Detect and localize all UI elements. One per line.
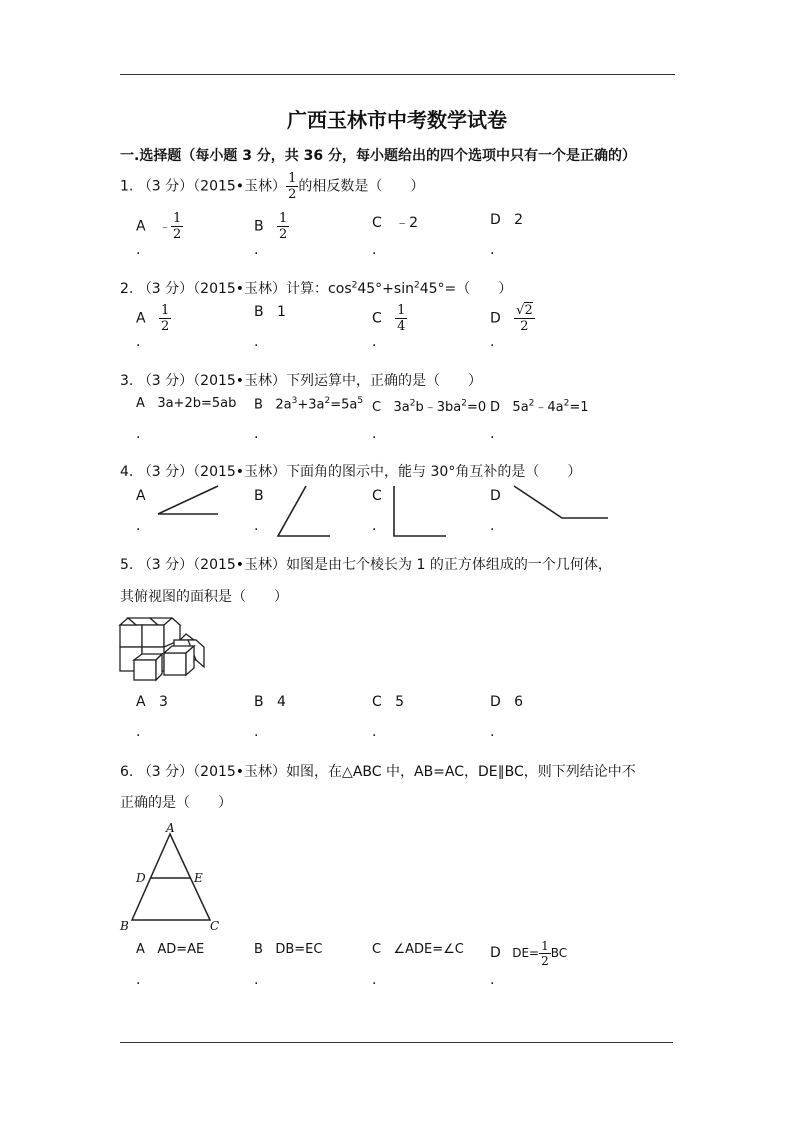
question-number: 6. (120, 764, 134, 780)
option-text: 3a (393, 400, 410, 415)
question-2 (120, 278, 512, 298)
exponent: 2 (528, 398, 535, 409)
option-text: BC (550, 946, 568, 960)
option-dot: . (372, 518, 377, 534)
question-source: （2015•玉林） (193, 178, 287, 195)
question-text: 的相反数是（ ） (298, 178, 425, 195)
q1-option-a[interactable] (136, 212, 183, 241)
question-text: 下面角的图示中，能与 30°角互补的是（ ） (286, 464, 582, 480)
q2-option-c[interactable] (372, 304, 407, 333)
option-text: 1 (276, 304, 286, 320)
option-text: b﹣3ba (415, 400, 462, 415)
vertex-label-b: B (120, 919, 129, 933)
fraction: $\frac{1}{2}$ (278, 211, 288, 242)
q5-option-b[interactable] (254, 694, 286, 710)
question-source: （2015•玉林） (193, 557, 287, 573)
q5-option-c[interactable] (372, 694, 404, 710)
exponent: 2 (461, 398, 467, 409)
option-label: D (490, 310, 501, 327)
option-label: C (372, 942, 382, 957)
option-text: 5a (512, 400, 529, 415)
option-dot: . (136, 426, 141, 442)
option-dot: . (372, 242, 377, 258)
cubes-figure (118, 616, 210, 682)
question-source: （2015•玉林） (193, 464, 287, 480)
exponent: 5 (357, 396, 364, 406)
question-text: 45°=（ ） (419, 281, 513, 297)
question-text: 45°+sin (357, 281, 414, 297)
question-source: （2015•玉林） (193, 764, 287, 780)
option-label: D (490, 212, 501, 228)
angle-figure-a[interactable] (156, 484, 222, 518)
option-dot: . (254, 426, 259, 442)
option-text: 4 (276, 694, 286, 710)
option-label: C (372, 400, 382, 415)
q1-option-c[interactable] (372, 212, 418, 232)
option-label: A (136, 942, 145, 957)
exponent: 2 (413, 280, 420, 291)
q3-option-c[interactable] (372, 396, 486, 415)
option-label: D (490, 945, 501, 961)
q1-option-d[interactable] (490, 212, 523, 228)
question-number: 5. (120, 557, 134, 573)
fraction: $\frac{1}{2}$ (172, 211, 182, 242)
vertex-label-c: C (210, 919, 220, 933)
option-text: =5a (330, 397, 358, 413)
q2-option-d[interactable] (490, 304, 535, 333)
question-1 (120, 172, 424, 201)
option-dot: . (136, 334, 141, 350)
fraction: $\frac{1}{2}$ (541, 939, 549, 968)
q4-option-d-label[interactable]: D (490, 488, 501, 504)
option-label: C (372, 694, 382, 710)
option-dot: . (254, 724, 259, 740)
question-number: 2. (120, 281, 134, 297)
option-dot: . (136, 242, 141, 258)
option-dot: . (490, 426, 495, 442)
question-text: 如图，在△ABC 中，AB=AC，DE∥BC，则下列结论中不 (286, 764, 636, 780)
q2-option-b[interactable] (254, 304, 286, 320)
fraction: $\frac{√2}{2}$ (516, 303, 533, 334)
section-heading: 一.选择题（每小题 3 分，共 36 分，每小题给出的四个选项中只有一个是正确的） (120, 148, 637, 164)
option-dot: . (490, 972, 495, 988)
option-label: C (372, 215, 382, 231)
question-6 (120, 761, 636, 781)
option-text: =1 (569, 400, 589, 415)
option-text: 2 (514, 212, 524, 228)
option-dot: . (490, 334, 495, 350)
q6-option-c[interactable] (372, 942, 464, 957)
exponent: 3 (291, 396, 298, 406)
fraction: $\frac{1}{2}$ (160, 303, 170, 334)
question-score: （3 分） (137, 373, 194, 389)
option-dot: . (254, 518, 259, 534)
option-label: B (254, 397, 263, 413)
option-text: =0 (466, 400, 487, 415)
sqrt-icon: √ (516, 303, 525, 318)
question-source: （2015•玉林） (193, 373, 287, 389)
option-label: D (490, 694, 501, 710)
exponent: 2 (351, 280, 358, 291)
question-source: （2015•玉林） (193, 281, 287, 297)
exponent: 2 (324, 396, 331, 406)
option-label: A (136, 218, 146, 235)
option-label: A (136, 694, 146, 710)
question-4 (120, 461, 581, 481)
option-dot: . (136, 518, 141, 534)
question-number: 4. (120, 464, 134, 480)
q4-option-a-label[interactable]: A (136, 488, 146, 504)
option-text: +3a (297, 397, 325, 413)
page-title: 广西玉林市中考数学试卷 (287, 108, 507, 132)
option-text: AD=AE (157, 942, 205, 957)
question-score: （3 分） (137, 557, 194, 573)
option-label: D (490, 400, 501, 415)
angle-figure-b[interactable] (276, 484, 332, 540)
vertex-label-e: E (194, 871, 203, 885)
question-text: 计算：cos (286, 281, 352, 297)
option-text: ﹣4a (534, 400, 564, 415)
option-label: C (372, 310, 382, 327)
option-text: DE= (512, 946, 540, 960)
question-score: （3 分） (137, 281, 194, 297)
option-dot: . (372, 724, 377, 740)
footer-rule (120, 1042, 673, 1043)
angle-figure-c[interactable] (392, 484, 448, 540)
option-label: B (254, 694, 264, 710)
option-label: A (136, 396, 145, 411)
question-number: 1. (120, 178, 134, 195)
question-3 (120, 370, 482, 390)
q3-option-a[interactable] (136, 396, 236, 411)
option-text: 2a (275, 397, 292, 413)
option-label: B (254, 942, 263, 957)
angle-figure-d[interactable] (512, 484, 612, 524)
q4-option-c-label[interactable]: C (372, 488, 382, 504)
option-label: A (136, 310, 146, 327)
option-text: ∠ADE=∠C (393, 942, 464, 957)
option-dot: . (490, 724, 495, 740)
fraction: $\frac{1}{2}$ (288, 171, 297, 202)
option-text: 3 (158, 694, 168, 710)
question-score: （3 分） (137, 464, 194, 480)
question-6-continued: 正确的是（ ） (120, 795, 232, 811)
question-5 (120, 554, 612, 574)
option-dot: . (254, 972, 259, 988)
q3-option-d[interactable] (490, 396, 589, 415)
fraction: $\frac{1}{4}$ (397, 303, 406, 334)
option-dot: . (372, 334, 377, 350)
question-score: （3 分） (137, 764, 194, 780)
question-text: 下列运算中，正确的是（ ） (286, 373, 483, 389)
q5-option-a[interactable] (136, 694, 168, 710)
option-text: DB=EC (275, 942, 323, 957)
option-text: 6 (514, 694, 524, 710)
option-dot: . (372, 426, 377, 442)
minus-sign: ﹣ (158, 219, 171, 234)
option-text: 3a+2b=5ab (157, 396, 237, 411)
q4-option-b-label[interactable]: B (254, 488, 264, 504)
header-rule (120, 74, 675, 75)
option-dot: . (254, 334, 259, 350)
option-dot: . (136, 972, 141, 988)
q1-option-b[interactable] (254, 212, 289, 241)
option-label: B (254, 218, 264, 235)
option-dot: . (490, 518, 495, 534)
exponent: 2 (409, 398, 416, 409)
exponent: 2 (563, 398, 570, 409)
vertex-label-d: D (136, 871, 146, 885)
triangle-figure (118, 820, 228, 935)
q6-option-d[interactable] (490, 940, 567, 967)
question-text: 如图是由七个棱长为 1 的正方体组成的一个几何体， (286, 557, 612, 573)
option-dot: . (372, 972, 377, 988)
vertex-label-a: A (166, 821, 175, 835)
option-dot: . (490, 242, 495, 258)
q3-option-b[interactable] (254, 396, 363, 412)
option-dot: . (136, 724, 141, 740)
option-label: B (254, 304, 264, 320)
option-dot: . (254, 242, 259, 258)
q6-option-b[interactable] (254, 942, 322, 957)
q6-option-a[interactable] (136, 942, 204, 957)
option-text: 5 (395, 694, 405, 710)
question-5-continued: 其俯视图的面积是（ ） (120, 589, 288, 605)
question-number: 3. (120, 373, 134, 389)
q5-option-d[interactable] (490, 694, 523, 710)
question-score: （3 分） (137, 178, 194, 195)
option-text: ﹣2 (395, 215, 419, 231)
q2-option-a[interactable] (136, 304, 171, 333)
